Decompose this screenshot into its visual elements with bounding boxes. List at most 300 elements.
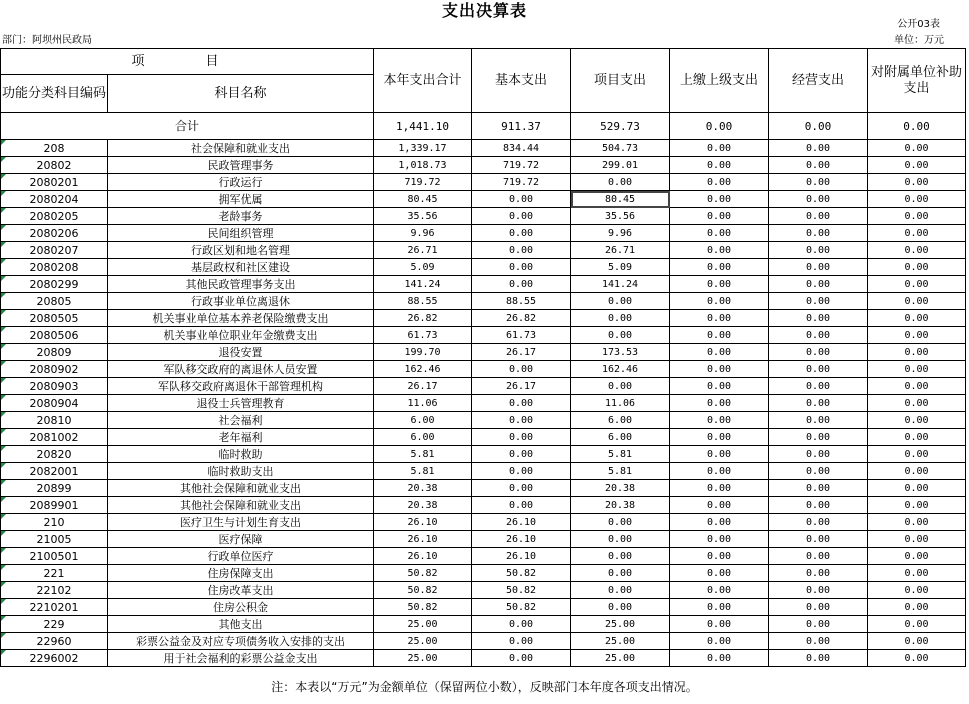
- cell-project[interactable]: 6.00: [571, 429, 670, 446]
- cell-business[interactable]: 0.00: [769, 548, 868, 565]
- table-row: [1, 395, 966, 412]
- cell-subsidy[interactable]: 0.00: [868, 361, 966, 378]
- cell-name[interactable]: 临时救助支出: [108, 463, 374, 480]
- cell-basic[interactable]: 0.00: [472, 276, 571, 293]
- cell-upper[interactable]: 0.00: [670, 463, 769, 480]
- cell-code[interactable]: 20899: [1, 480, 108, 497]
- table-row: [1, 412, 966, 429]
- cell-name[interactable]: 其他支出: [108, 616, 374, 633]
- cell-basic[interactable]: 61.73: [472, 327, 571, 344]
- cell-subsidy[interactable]: 0.00: [868, 395, 966, 412]
- cell-business[interactable]: 0.00: [769, 582, 868, 599]
- cell-subsidy[interactable]: 0.00: [868, 157, 966, 174]
- cell-project[interactable]: 504.73: [571, 140, 670, 157]
- cell-basic[interactable]: 0.00: [472, 429, 571, 446]
- cell-name[interactable]: 机关事业单位职业年金缴费支出: [108, 327, 374, 344]
- cell-code[interactable]: 2080204: [1, 191, 108, 208]
- cell-subsidy[interactable]: 0.00: [868, 208, 966, 225]
- cell-business[interactable]: 0.00: [769, 531, 868, 548]
- cell-subsidy[interactable]: 0.00: [868, 548, 966, 565]
- cell-code[interactable]: 20820: [1, 446, 108, 463]
- cell-code[interactable]: 22102: [1, 582, 108, 599]
- cell-basic[interactable]: 0.00: [472, 616, 571, 633]
- total-business[interactable]: 0.00: [769, 113, 868, 140]
- cell-basic[interactable]: 26.10: [472, 548, 571, 565]
- cell-basic[interactable]: 0.00: [472, 412, 571, 429]
- cell-total[interactable]: 20.38: [374, 497, 472, 514]
- cell-basic[interactable]: 0.00: [472, 361, 571, 378]
- cell-upper[interactable]: 0.00: [670, 446, 769, 463]
- cell-project[interactable]: 0.00: [571, 514, 670, 531]
- cell-total[interactable]: 61.73: [374, 327, 472, 344]
- cell-upper[interactable]: 0.00: [670, 429, 769, 446]
- cell-code[interactable]: 2081002: [1, 429, 108, 446]
- cell-business[interactable]: 0.00: [769, 497, 868, 514]
- cell-project[interactable]: 20.38: [571, 480, 670, 497]
- cell-total[interactable]: 50.82: [374, 565, 472, 582]
- cell-name[interactable]: 基层政权和社区建设: [108, 259, 374, 276]
- cell-code[interactable]: 2080904: [1, 395, 108, 412]
- cell-project[interactable]: 5.09: [571, 259, 670, 276]
- cell-upper[interactable]: 0.00: [670, 293, 769, 310]
- header-business[interactable]: 经营支出: [769, 49, 868, 113]
- cell-subsidy[interactable]: 0.00: [868, 429, 966, 446]
- cell-name[interactable]: 老年福利: [108, 429, 374, 446]
- cell-name[interactable]: 老龄事务: [108, 208, 374, 225]
- cell-code[interactable]: 22960: [1, 633, 108, 650]
- cell-project[interactable]: 25.00: [571, 616, 670, 633]
- cell-total[interactable]: 1,339.17: [374, 140, 472, 157]
- cell-subsidy[interactable]: 0.00: [868, 242, 966, 259]
- total-row: [1, 113, 966, 140]
- cell-upper[interactable]: 0.00: [670, 548, 769, 565]
- cell-upper[interactable]: 0.00: [670, 225, 769, 242]
- header-upper[interactable]: 上缴上级支出: [670, 49, 769, 113]
- cell-code[interactable]: 2210201: [1, 599, 108, 616]
- cell-total[interactable]: 9.96: [374, 225, 472, 242]
- header-basic[interactable]: 基本支出: [472, 49, 571, 113]
- cell-name[interactable]: 民政管理事务: [108, 157, 374, 174]
- cell-subsidy[interactable]: 0.00: [868, 514, 966, 531]
- cell-upper[interactable]: 0.00: [670, 582, 769, 599]
- table-row: [1, 565, 966, 582]
- cell-basic[interactable]: 0.00: [472, 650, 571, 667]
- cell-total[interactable]: 26.10: [374, 531, 472, 548]
- cell-subsidy[interactable]: 0.00: [868, 310, 966, 327]
- cell-subsidy[interactable]: 0.00: [868, 531, 966, 548]
- cell-total[interactable]: 199.70: [374, 344, 472, 361]
- cell-subsidy[interactable]: 0.00: [868, 327, 966, 344]
- cell-project[interactable]: 5.81: [571, 463, 670, 480]
- cell-total[interactable]: 5.09: [374, 259, 472, 276]
- table-row: [1, 599, 966, 616]
- cell-subsidy[interactable]: 0.00: [868, 344, 966, 361]
- header-row-top: [1, 49, 966, 75]
- cell-upper[interactable]: 0.00: [670, 259, 769, 276]
- cell-name[interactable]: 其他社会保障和就业支出: [108, 497, 374, 514]
- footnote: 注：本表以“万元”为金额单位（保留两位小数），反映部门本年度各项支出情况。: [271, 680, 698, 694]
- cell-upper[interactable]: 0.00: [670, 140, 769, 157]
- cell-project[interactable]: 20.38: [571, 497, 670, 514]
- cell-upper[interactable]: 0.00: [670, 650, 769, 667]
- cell-code[interactable]: 2080903: [1, 378, 108, 395]
- cell-name[interactable]: 社会福利: [108, 412, 374, 429]
- cell-total[interactable]: 50.82: [374, 599, 472, 616]
- cell-total[interactable]: 6.00: [374, 429, 472, 446]
- table-row: [1, 208, 966, 225]
- cell-business[interactable]: 0.00: [769, 446, 868, 463]
- cell-total[interactable]: 88.55: [374, 293, 472, 310]
- cell-total[interactable]: 80.45: [374, 191, 472, 208]
- cell-project[interactable]: 9.96: [571, 225, 670, 242]
- cell-business[interactable]: 0.00: [769, 599, 868, 616]
- cell-subsidy[interactable]: 0.00: [868, 174, 966, 191]
- cell-code[interactable]: 2080205: [1, 208, 108, 225]
- cell-project[interactable]: 141.24: [571, 276, 670, 293]
- cell-business[interactable]: 0.00: [769, 463, 868, 480]
- cell-upper[interactable]: 0.00: [670, 327, 769, 344]
- cell-name[interactable]: 行政区划和地名管理: [108, 242, 374, 259]
- cell-basic[interactable]: 26.17: [472, 344, 571, 361]
- cell-code[interactable]: 2080902: [1, 361, 108, 378]
- cell-total[interactable]: 26.10: [374, 548, 472, 565]
- cell-project[interactable]: 173.53: [571, 344, 670, 361]
- cell-business[interactable]: 0.00: [769, 395, 868, 412]
- table-row: [1, 327, 966, 344]
- cell-project[interactable]: 5.81: [571, 446, 670, 463]
- cell-project[interactable]: 26.71: [571, 242, 670, 259]
- cell-project[interactable]: 80.45: [571, 191, 670, 208]
- cell-total[interactable]: 26.82: [374, 310, 472, 327]
- cell-business[interactable]: 0.00: [769, 259, 868, 276]
- table-row: [1, 633, 966, 650]
- cell-subsidy[interactable]: 0.00: [868, 497, 966, 514]
- cell-basic[interactable]: 0.00: [472, 463, 571, 480]
- table-row: [1, 361, 966, 378]
- cell-code[interactable]: 210: [1, 514, 108, 531]
- cell-business[interactable]: 0.00: [769, 191, 868, 208]
- cell-upper[interactable]: 0.00: [670, 378, 769, 395]
- cell-business[interactable]: 0.00: [769, 276, 868, 293]
- table-row: [1, 548, 966, 565]
- cell-project[interactable]: 162.46: [571, 361, 670, 378]
- cell-basic[interactable]: 0.00: [472, 225, 571, 242]
- cell-project[interactable]: 0.00: [571, 531, 670, 548]
- cell-basic[interactable]: 0.00: [472, 446, 571, 463]
- cell-basic[interactable]: 0.00: [472, 480, 571, 497]
- cell-subsidy[interactable]: 0.00: [868, 446, 966, 463]
- cell-basic[interactable]: 0.00: [472, 633, 571, 650]
- cell-name[interactable]: 住房保障支出: [108, 565, 374, 582]
- cell-code[interactable]: 2100501: [1, 548, 108, 565]
- cell-subsidy[interactable]: 0.00: [868, 599, 966, 616]
- cell-basic[interactable]: 719.72: [472, 157, 571, 174]
- cell-name[interactable]: 用于社会福利的彩票公益金支出: [108, 650, 374, 667]
- table-row: [1, 463, 966, 480]
- cell-upper[interactable]: 0.00: [670, 157, 769, 174]
- table-row: [1, 293, 966, 310]
- total-upper[interactable]: 0.00: [670, 113, 769, 140]
- cell-subsidy[interactable]: 0.00: [868, 140, 966, 157]
- cell-name[interactable]: 其他社会保障和就业支出: [108, 480, 374, 497]
- cell-total[interactable]: 35.56: [374, 208, 472, 225]
- unit-label: 单位：万元: [894, 35, 944, 46]
- cell-basic[interactable]: 50.82: [472, 599, 571, 616]
- cell-basic[interactable]: 0.00: [472, 259, 571, 276]
- header-project[interactable]: 项目支出: [571, 49, 670, 113]
- cell-name[interactable]: 民间组织管理: [108, 225, 374, 242]
- cell-total[interactable]: 20.38: [374, 480, 472, 497]
- cell-upper[interactable]: 0.00: [670, 616, 769, 633]
- cell-code[interactable]: 2080505: [1, 310, 108, 327]
- cell-total[interactable]: 25.00: [374, 650, 472, 667]
- cell-name[interactable]: 彩票公益金及对应专项债务收入安排的支出: [108, 633, 374, 650]
- cell-business[interactable]: 0.00: [769, 208, 868, 225]
- cell-code[interactable]: 20805: [1, 293, 108, 310]
- cell-subsidy[interactable]: 0.00: [868, 259, 966, 276]
- cell-subsidy[interactable]: 0.00: [868, 412, 966, 429]
- cell-name[interactable]: 退役安置: [108, 344, 374, 361]
- cell-code[interactable]: 20810: [1, 412, 108, 429]
- cell-subsidy[interactable]: 0.00: [868, 616, 966, 633]
- cell-business[interactable]: 0.00: [769, 650, 868, 667]
- cell-business[interactable]: 0.00: [769, 514, 868, 531]
- cell-name[interactable]: 退役士兵管理教育: [108, 395, 374, 412]
- cell-business[interactable]: 0.00: [769, 361, 868, 378]
- cell-basic[interactable]: 0.00: [472, 242, 571, 259]
- cell-total[interactable]: 162.46: [374, 361, 472, 378]
- cell-name[interactable]: 机关事业单位基本养老保险缴费支出: [108, 310, 374, 327]
- cell-business[interactable]: 0.00: [769, 616, 868, 633]
- table-row: [1, 242, 966, 259]
- cell-subsidy[interactable]: 0.00: [868, 378, 966, 395]
- cell-upper[interactable]: 0.00: [670, 310, 769, 327]
- cell-total[interactable]: 25.00: [374, 616, 472, 633]
- cell-project[interactable]: 35.56: [571, 208, 670, 225]
- cell-basic[interactable]: 0.00: [472, 191, 571, 208]
- cell-total[interactable]: 5.81: [374, 463, 472, 480]
- cell-subsidy[interactable]: 0.00: [868, 276, 966, 293]
- cell-project[interactable]: 0.00: [571, 548, 670, 565]
- cell-total[interactable]: 11.06: [374, 395, 472, 412]
- cell-upper[interactable]: 0.00: [670, 531, 769, 548]
- cell-upper[interactable]: 0.00: [670, 395, 769, 412]
- table-row: [1, 259, 966, 276]
- cell-code[interactable]: 208: [1, 140, 108, 157]
- cell-upper[interactable]: 0.00: [670, 344, 769, 361]
- cell-code[interactable]: 2080299: [1, 276, 108, 293]
- cell-business[interactable]: 0.00: [769, 242, 868, 259]
- cell-upper[interactable]: 0.00: [670, 242, 769, 259]
- table-row: [1, 310, 966, 327]
- table-row: [1, 276, 966, 293]
- cell-code[interactable]: 21005: [1, 531, 108, 548]
- cell-total[interactable]: 26.71: [374, 242, 472, 259]
- cell-business[interactable]: 0.00: [769, 412, 868, 429]
- cell-code[interactable]: 2080201: [1, 174, 108, 191]
- total-label[interactable]: 合计: [1, 113, 374, 140]
- cell-name[interactable]: 行政单位医疗: [108, 548, 374, 565]
- total-basic[interactable]: 911.37: [472, 113, 571, 140]
- cell-basic[interactable]: 26.17: [472, 378, 571, 395]
- table-row: [1, 429, 966, 446]
- cell-project[interactable]: 0.00: [571, 293, 670, 310]
- cell-total[interactable]: 26.17: [374, 378, 472, 395]
- cell-upper[interactable]: 0.00: [670, 191, 769, 208]
- cell-business[interactable]: 0.00: [769, 140, 868, 157]
- cell-name[interactable]: 临时救助: [108, 446, 374, 463]
- table-row: [1, 225, 966, 242]
- cell-subsidy[interactable]: 0.00: [868, 293, 966, 310]
- cell-project[interactable]: 25.00: [571, 633, 670, 650]
- department-label: 部门：阿坝州民政局: [2, 35, 92, 46]
- cell-total[interactable]: 5.81: [374, 446, 472, 463]
- cell-name[interactable]: 社会保障和就业支出: [108, 140, 374, 157]
- cell-upper[interactable]: 0.00: [670, 565, 769, 582]
- total-subsidy[interactable]: 0.00: [868, 113, 966, 140]
- cell-business[interactable]: 0.00: [769, 344, 868, 361]
- table-row: [1, 344, 966, 361]
- cell-code[interactable]: 2080506: [1, 327, 108, 344]
- header-xiangmu[interactable]: 项 目: [1, 49, 374, 75]
- cell-basic[interactable]: 0.00: [472, 395, 571, 412]
- cell-code[interactable]: 2080208: [1, 259, 108, 276]
- cell-business[interactable]: 0.00: [769, 429, 868, 446]
- cell-business[interactable]: 0.00: [769, 174, 868, 191]
- cell-business[interactable]: 0.00: [769, 225, 868, 242]
- cell-project[interactable]: 0.00: [571, 565, 670, 582]
- cell-project[interactable]: 0.00: [571, 378, 670, 395]
- cell-name[interactable]: 其他民政管理事务支出: [108, 276, 374, 293]
- cell-code[interactable]: 2089901: [1, 497, 108, 514]
- cell-upper[interactable]: 0.00: [670, 174, 769, 191]
- cell-basic[interactable]: 50.82: [472, 582, 571, 599]
- cell-total[interactable]: 26.10: [374, 514, 472, 531]
- cell-basic[interactable]: 26.10: [472, 514, 571, 531]
- cell-upper[interactable]: 0.00: [670, 514, 769, 531]
- table-row: [1, 616, 966, 633]
- table-row: [1, 497, 966, 514]
- cell-project[interactable]: 0.00: [571, 174, 670, 191]
- cell-subsidy[interactable]: 0.00: [868, 463, 966, 480]
- cell-code[interactable]: 2080207: [1, 242, 108, 259]
- cell-name[interactable]: 军队移交政府的离退休人员安置: [108, 361, 374, 378]
- table-row: [1, 140, 966, 157]
- cell-business[interactable]: 0.00: [769, 378, 868, 395]
- header-subsidy[interactable]: 对附属单位补助支出: [868, 49, 966, 113]
- cell-business[interactable]: 0.00: [769, 157, 868, 174]
- cell-basic[interactable]: 50.82: [472, 565, 571, 582]
- cell-code[interactable]: 221: [1, 565, 108, 582]
- header-name[interactable]: 科目名称: [108, 75, 374, 113]
- cell-project[interactable]: 0.00: [571, 310, 670, 327]
- cell-basic[interactable]: 26.82: [472, 310, 571, 327]
- cell-project[interactable]: 0.00: [571, 582, 670, 599]
- cell-name[interactable]: 医疗保障: [108, 531, 374, 548]
- cell-total[interactable]: 141.24: [374, 276, 472, 293]
- expenditure-table: [0, 48, 966, 667]
- table-row: [1, 531, 966, 548]
- total-project[interactable]: 529.73: [571, 113, 670, 140]
- cell-name[interactable]: 住房改革支出: [108, 582, 374, 599]
- cell-code[interactable]: 20809: [1, 344, 108, 361]
- cell-name[interactable]: 住房公积金: [108, 599, 374, 616]
- cell-code[interactable]: 2080206: [1, 225, 108, 242]
- cell-name[interactable]: 军队移交政府离退休干部管理机构: [108, 378, 374, 395]
- cell-code[interactable]: 2296002: [1, 650, 108, 667]
- cell-business[interactable]: 0.00: [769, 633, 868, 650]
- cell-subsidy[interactable]: 0.00: [868, 633, 966, 650]
- cell-business[interactable]: 0.00: [769, 327, 868, 344]
- cell-subsidy[interactable]: 0.00: [868, 565, 966, 582]
- cell-business[interactable]: 0.00: [769, 565, 868, 582]
- cell-subsidy[interactable]: 0.00: [868, 582, 966, 599]
- cell-total[interactable]: 25.00: [374, 633, 472, 650]
- cell-project[interactable]: 25.00: [571, 650, 670, 667]
- cell-upper[interactable]: 0.00: [670, 497, 769, 514]
- cell-name[interactable]: 医疗卫生与计划生育支出: [108, 514, 374, 531]
- table-row: [1, 157, 966, 174]
- cell-upper[interactable]: 0.00: [670, 412, 769, 429]
- cell-basic[interactable]: 0.00: [472, 208, 571, 225]
- cell-name[interactable]: 行政事业单位离退休: [108, 293, 374, 310]
- cell-project[interactable]: 6.00: [571, 412, 670, 429]
- cell-upper[interactable]: 0.00: [670, 480, 769, 497]
- cell-basic[interactable]: 88.55: [472, 293, 571, 310]
- table-row: [1, 174, 966, 191]
- cell-subsidy[interactable]: 0.00: [868, 225, 966, 242]
- cell-name[interactable]: 拥军优属: [108, 191, 374, 208]
- table-row: [1, 446, 966, 463]
- page-title: 支出决算表: [441, 1, 527, 20]
- cell-upper[interactable]: 0.00: [670, 208, 769, 225]
- form-code: 公开03表: [897, 19, 940, 30]
- cell-basic[interactable]: 719.72: [472, 174, 571, 191]
- cell-upper[interactable]: 0.00: [670, 361, 769, 378]
- cell-project[interactable]: 299.01: [571, 157, 670, 174]
- table-row: [1, 191, 966, 208]
- cell-code[interactable]: 2082001: [1, 463, 108, 480]
- cell-basic[interactable]: 26.10: [472, 531, 571, 548]
- cell-subsidy[interactable]: 0.00: [868, 480, 966, 497]
- table-row: [1, 582, 966, 599]
- cell-code[interactable]: 20802: [1, 157, 108, 174]
- cell-project[interactable]: 0.00: [571, 599, 670, 616]
- cell-total[interactable]: 1,018.73: [374, 157, 472, 174]
- table-row: [1, 480, 966, 497]
- cell-name[interactable]: 行政运行: [108, 174, 374, 191]
- cell-code[interactable]: 229: [1, 616, 108, 633]
- cell-business[interactable]: 0.00: [769, 293, 868, 310]
- cell-business[interactable]: 0.00: [769, 480, 868, 497]
- cell-business[interactable]: 0.00: [769, 310, 868, 327]
- cell-project[interactable]: 11.06: [571, 395, 670, 412]
- cell-basic[interactable]: 834.44: [472, 140, 571, 157]
- cell-upper[interactable]: 0.00: [670, 599, 769, 616]
- cell-total[interactable]: 50.82: [374, 582, 472, 599]
- cell-subsidy[interactable]: 0.00: [868, 191, 966, 208]
- header-code[interactable]: 功能分类科目编码: [1, 75, 108, 113]
- total-total[interactable]: 1,441.10: [374, 113, 472, 140]
- cell-subsidy[interactable]: 0.00: [868, 650, 966, 667]
- cell-project[interactable]: 0.00: [571, 327, 670, 344]
- cell-total[interactable]: 719.72: [374, 174, 472, 191]
- cell-upper[interactable]: 0.00: [670, 633, 769, 650]
- header-total[interactable]: 本年支出合计: [374, 49, 472, 113]
- cell-upper[interactable]: 0.00: [670, 276, 769, 293]
- cell-basic[interactable]: 0.00: [472, 497, 571, 514]
- cell-total[interactable]: 6.00: [374, 412, 472, 429]
